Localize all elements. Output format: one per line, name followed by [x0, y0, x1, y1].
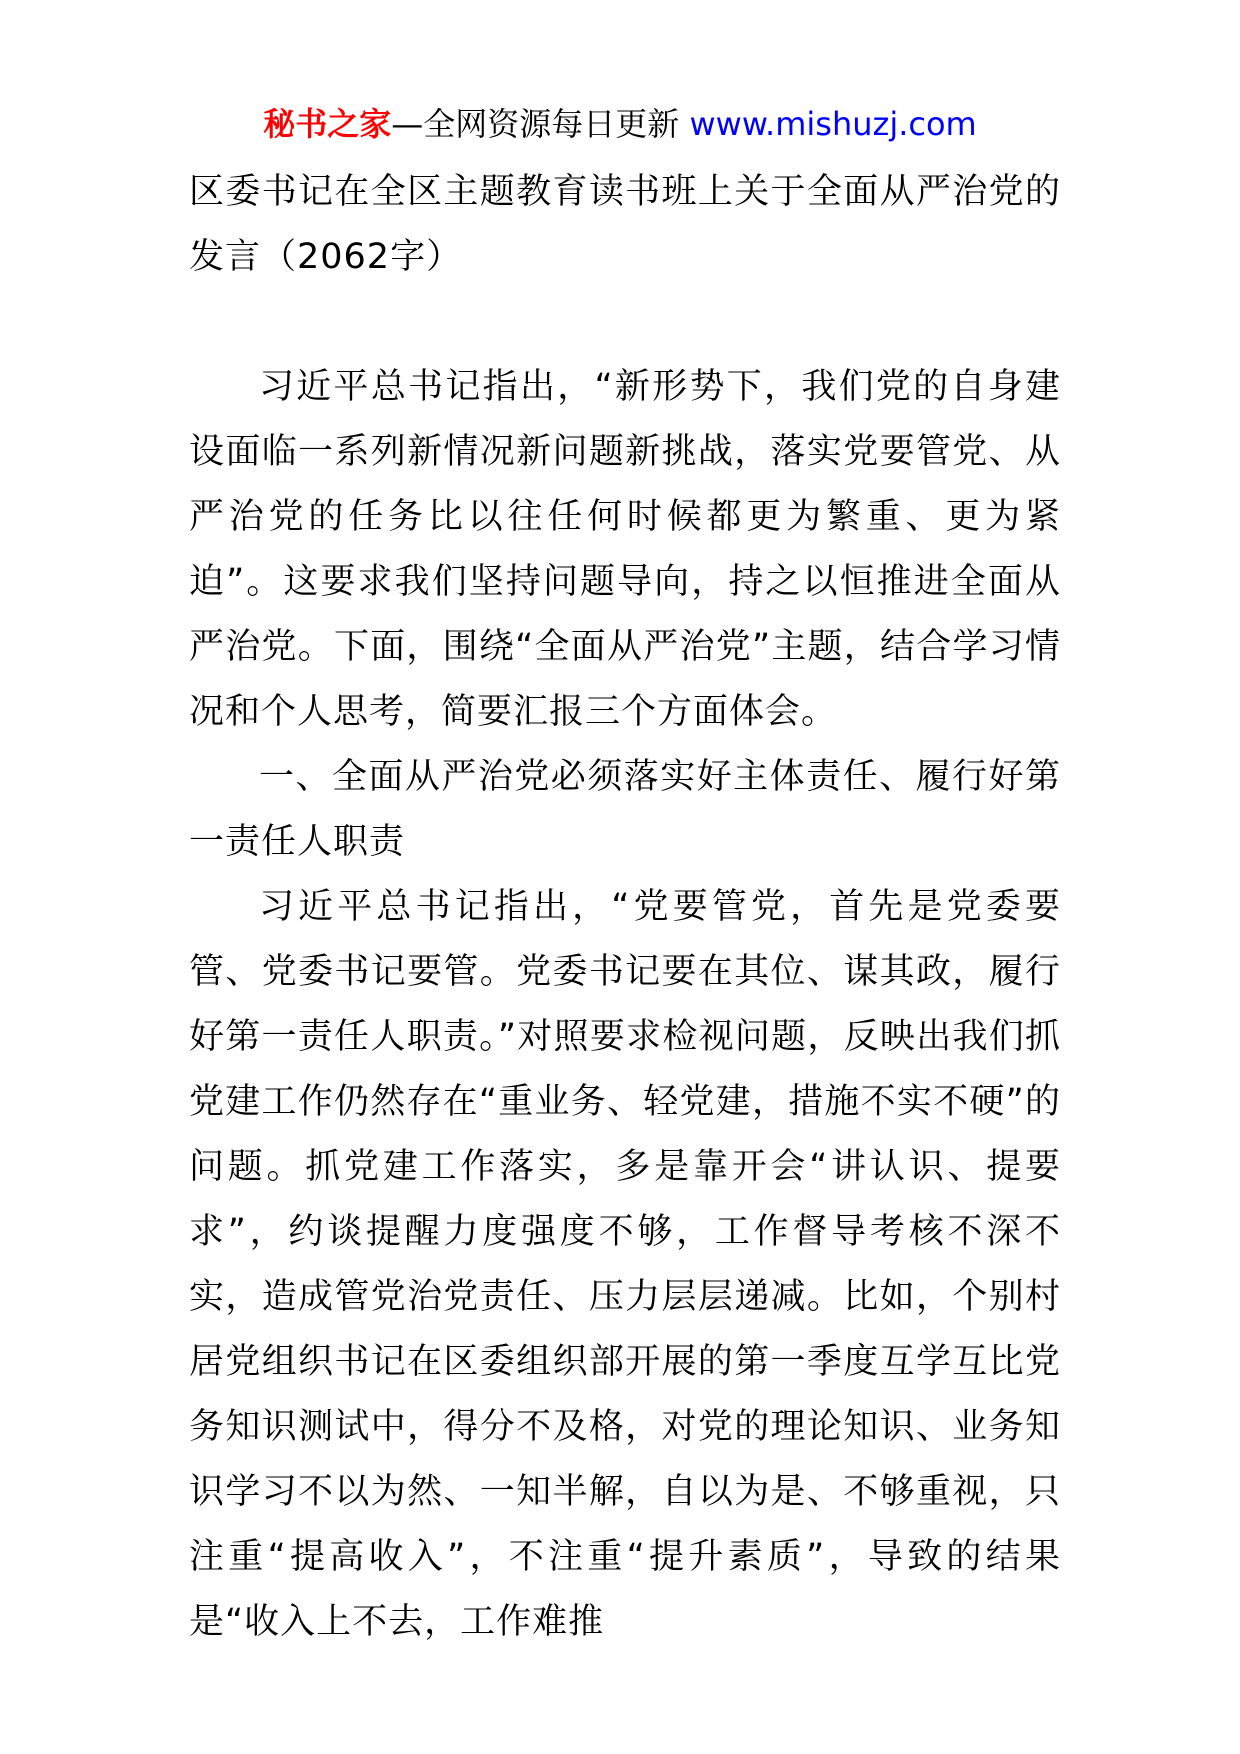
header-brand: 秘书之家 — [263, 105, 392, 143]
header-tagline: —全网资源每日更新 — [391, 105, 680, 143]
section-heading-1: 一、全面从严治党必须落实好主体责任、履行好第一责任人职责 — [189, 757, 1061, 862]
paragraph-intro: 习近平总书记指出，“新形势下，我们党的自身建设面临一系列新情况新问题新挑战，落实党要管党、从严治党的任务比以往任何时候都更为繁重、更为紧迫”。这要求我们坚持问题导向，持之以恒推进全面从严治党。下面，围绕“全面从严治党”主题，结合学习情况和个人思考，简要汇报三个方面体会。 — [189, 367, 1061, 732]
page-header — [0, 100, 1240, 148]
document-body — [189, 160, 1061, 1655]
document-title: 区委书记在全区主题教育读书班上关于全面从严治党的发言（2062字） — [189, 172, 1061, 277]
paragraph-section-1: 习近平总书记指出，“党要管党，首先是党委要管、党委书记要管。党委书记要在其位、谋其政，履行好第一责任人职责。”对照要求检视问题，反映出我们抓党建工作仍然存在“重业务、轻党建，措施不实不硬”的问题。抓党建工作落实，多是靠开会“讲认识、提要求”，约谈提醒力度强度不够，工作督导考核不深不实，造成管党治党责任、压力层层递减。比如，个别村居党组织书记在区委组织部开展的第一季度互学互比党务知识测试中，得分不及格，对党的理论知识、业务知识学习不以为然、一知半解，自以为是、不够重视，只注重“提高收入”，不注重“提升素质”，导致的结果是“收入上不去，工作难推 — [189, 887, 1061, 1642]
title-spacer — [189, 290, 1061, 355]
header-site-url[interactable]: www.mishuzj.com — [689, 105, 977, 143]
